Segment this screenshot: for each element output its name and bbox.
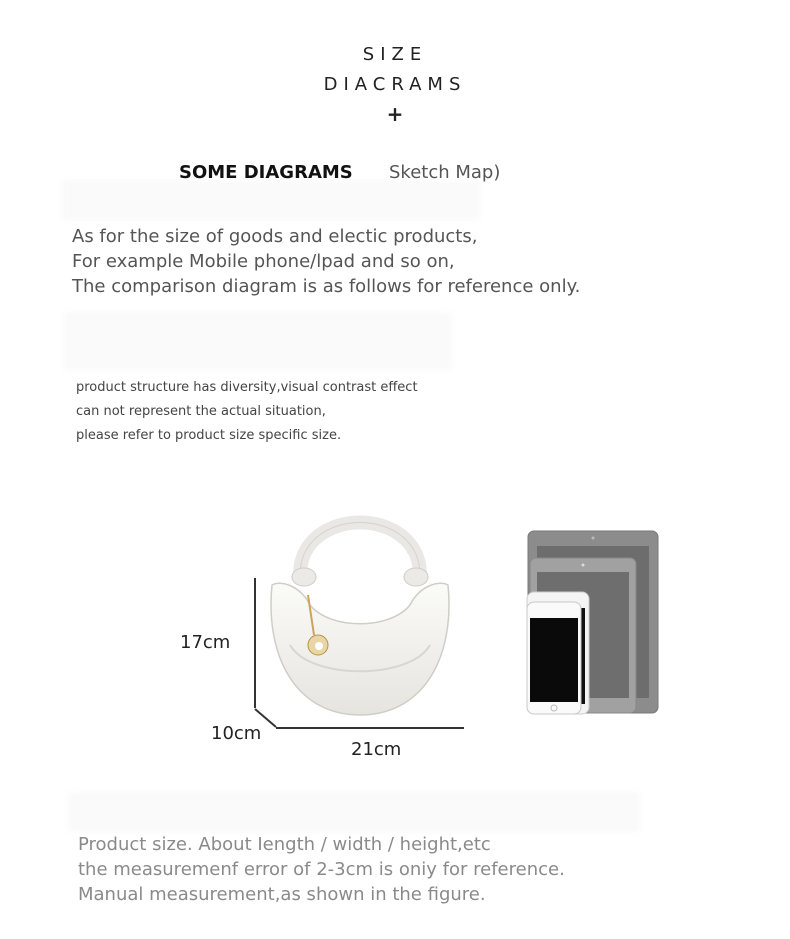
- footer-line: Manual measurement,as shown in the figure.: [78, 884, 486, 905]
- note-text: [76, 376, 418, 448]
- faint-band: [68, 792, 640, 832]
- plus-sign: +: [386, 102, 404, 126]
- device-comparison-illustration: [525, 530, 661, 716]
- height-label: 17cm: [180, 632, 231, 653]
- footer-line: the measuremenf error of 2-3cm is oniy for reference.: [78, 859, 565, 880]
- note-line: product structure has diversity,visual contrast effect: [76, 380, 418, 395]
- intro-text: [72, 224, 580, 299]
- note-line: please refer to product size specific size.: [76, 428, 342, 443]
- handbag-illustration: [250, 505, 480, 735]
- subtitle-right: Sketch Map): [389, 162, 501, 183]
- faint-band: [64, 312, 452, 370]
- intro-line: The comparison diagram is as follows for reference only.: [72, 276, 581, 297]
- height-dimension-line: [254, 578, 256, 708]
- intro-line: For example Mobile phone/lpad and so on,: [72, 251, 455, 272]
- title-line-1: SIZE: [362, 44, 428, 65]
- width-dimension-line: [276, 727, 464, 729]
- title-line-2: DIACRAMS: [323, 74, 467, 95]
- faint-band: [62, 180, 480, 220]
- footer-text: [78, 832, 565, 907]
- subtitle-bold: SOME DIAGRAMS: [179, 162, 353, 183]
- depth-label: 10cm: [211, 723, 262, 744]
- intro-line: As for the size of goods and electic products,: [72, 226, 478, 247]
- note-line: can not represent the actual situation,: [76, 404, 326, 419]
- width-label: 21cm: [351, 739, 402, 760]
- footer-line: Product size. About Iength / width / height,etc: [78, 834, 491, 855]
